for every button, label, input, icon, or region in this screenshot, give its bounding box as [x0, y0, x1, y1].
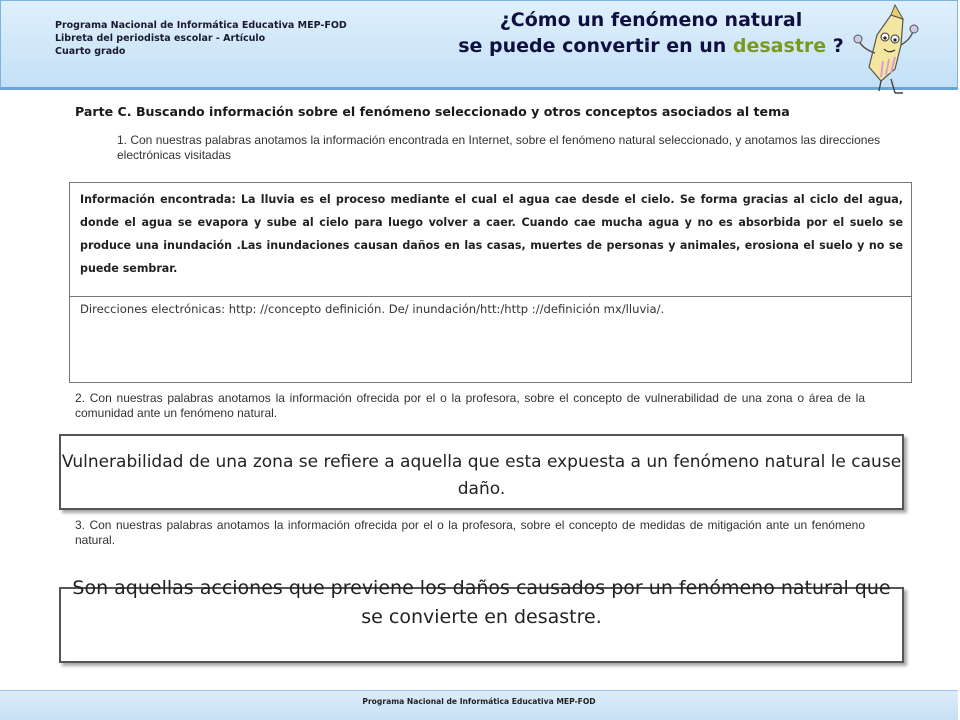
- page-title: [441, 7, 861, 59]
- section-title: Parte C. Buscando información sobre el fenómeno seleccionado y otros conceptos asociados al tema: [75, 104, 790, 119]
- title-line-2-start: se puede convertir en un: [458, 35, 733, 57]
- pencil-mascot-icon: [851, 1, 941, 96]
- footer-banner: [0, 690, 958, 720]
- program-info: [55, 19, 347, 58]
- vulnerability-answer-box: Vulnerabilidad de una zona se refiere a aquella que esta expuesta a un fenómeno natural le cause daño.: [59, 434, 904, 510]
- title-line-2-end: ?: [826, 35, 844, 57]
- grade-level: Cuarto grado: [55, 46, 126, 57]
- instruction-3: 3. Con nuestras palabras anotamos la información ofrecida por el o la profesora, sobre el concepto de medidas de mitigación ante un fenómeno natural.: [75, 518, 865, 547]
- notebook-name: Libreta del periodista escolar - Artículo: [55, 33, 266, 44]
- mitigation-answer-text: Son aquellas acciones que previene los daños causados por un fenómeno natural que se convierte en desastre.: [72, 577, 891, 628]
- info-table: [69, 182, 912, 383]
- title-line-1: ¿Cómo un fenómeno natural: [499, 9, 803, 31]
- mitigation-answer-box: [59, 577, 904, 663]
- instruction-2: 2. Con nuestras palabras anotamos la información ofrecida por el o la profesora, sobre el concepto de vulnerabilidad de una zona o área de la comunidad ante un fenómeno natural.: [75, 391, 865, 420]
- instruction-1: 1. Con nuestras palabras anotamos la información encontrada en Internet, sobre el fenómeno natural seleccionado, y anotamos las direcciones electrónicas visitadas: [117, 133, 881, 162]
- program-name: Programa Nacional de Informática Educativa MEP-FOD: [55, 20, 347, 31]
- title-line-2: [441, 33, 861, 59]
- footer-text: Programa Nacional de Informática Educativa MEP-FOD: [362, 697, 596, 706]
- web-directions-cell: Direcciones electrónicas: http: //concepto definición. De/ inundación/htt:/http ://definición mx/lluvia/.: [80, 302, 665, 316]
- info-found-cell: Información encontrada: La lluvia es el proceso mediante el cual el agua cae desde el cielo. Se forma gracias al ciclo del agua, donde el agua se evapora y sube al cielo para luego volver a caer. Cuando cae mucha agua y no es absorbida por el suelo se produce una inundación .Las inundaciones causan daños en las casas, muertes de personas y animales, erosiona el suelo y no se puede sembrar.: [70, 183, 911, 297]
- header-banner: [0, 0, 958, 90]
- title-highlight-word: desastre: [732, 35, 827, 57]
